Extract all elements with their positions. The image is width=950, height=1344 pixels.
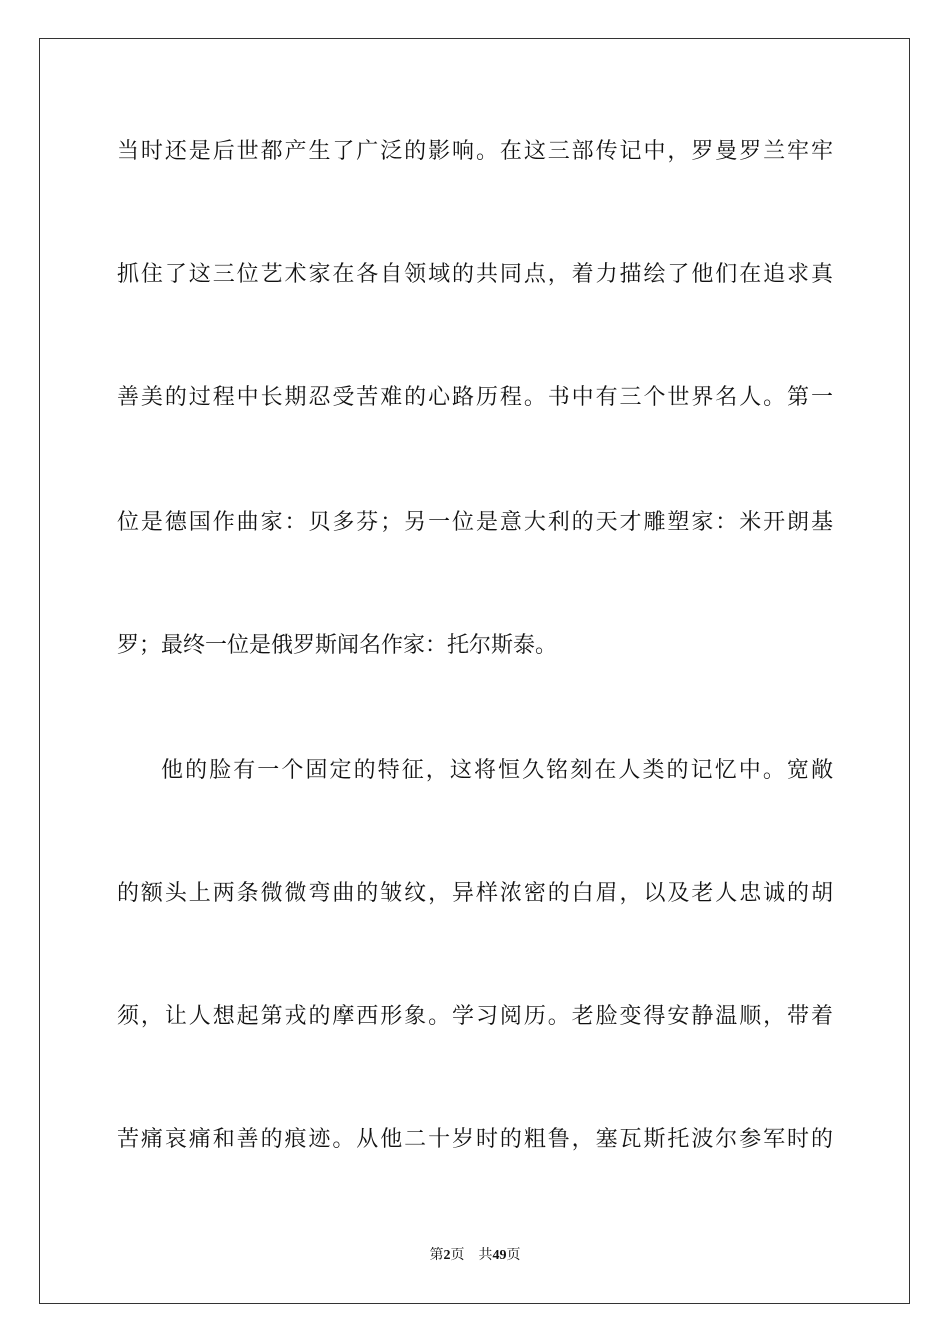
paragraph-line-4: 位是德国作曲家：贝多芬；另一位是意大利的天才雕塑家：米开朗基 <box>117 510 833 535</box>
paragraph-line-5: 罗；最终一位是俄罗斯闻名作家：托尔斯泰。 <box>117 633 558 658</box>
page-footer <box>0 1245 950 1266</box>
page-prefix: 第 <box>429 1247 444 1263</box>
paragraph-line-3: 善美的过程中长期忍受苦难的心路历程。书中有三个世界名人。第一 <box>117 385 833 410</box>
total-prefix: 共 <box>478 1247 493 1263</box>
paragraph-line-9: 苦痛哀痛和善的痕迹。从他二十岁时的粗鲁，塞瓦斯托波尔参军时的 <box>117 1127 833 1152</box>
page-number: 2 <box>443 1248 451 1263</box>
paragraph-line-6: 他的脸有一个固定的特征，这将恒久铭刻在人类的记忆中。宽敞 <box>161 758 833 783</box>
page-border <box>39 38 910 1304</box>
paragraph-line-7: 的额头上两条微微弯曲的皱纹，异样浓密的白眉，以及老人忠诚的胡 <box>117 881 833 906</box>
paragraph-line-8: 须，让人想起第戎的摩西形象。学习阅历。老脸变得安静温顺，带着 <box>117 1004 833 1029</box>
total-pages: 49 <box>492 1248 507 1263</box>
page-suffix: 页 <box>450 1247 465 1263</box>
total-suffix: 页 <box>506 1247 521 1263</box>
paragraph-line-1: 当时还是后世都产生了广泛的影响。在这三部传记中，罗曼罗兰牢牢 <box>117 139 833 164</box>
paragraph-line-2: 抓住了这三位艺术家在各自领域的共同点，着力描绘了他们在追求真 <box>117 262 833 287</box>
